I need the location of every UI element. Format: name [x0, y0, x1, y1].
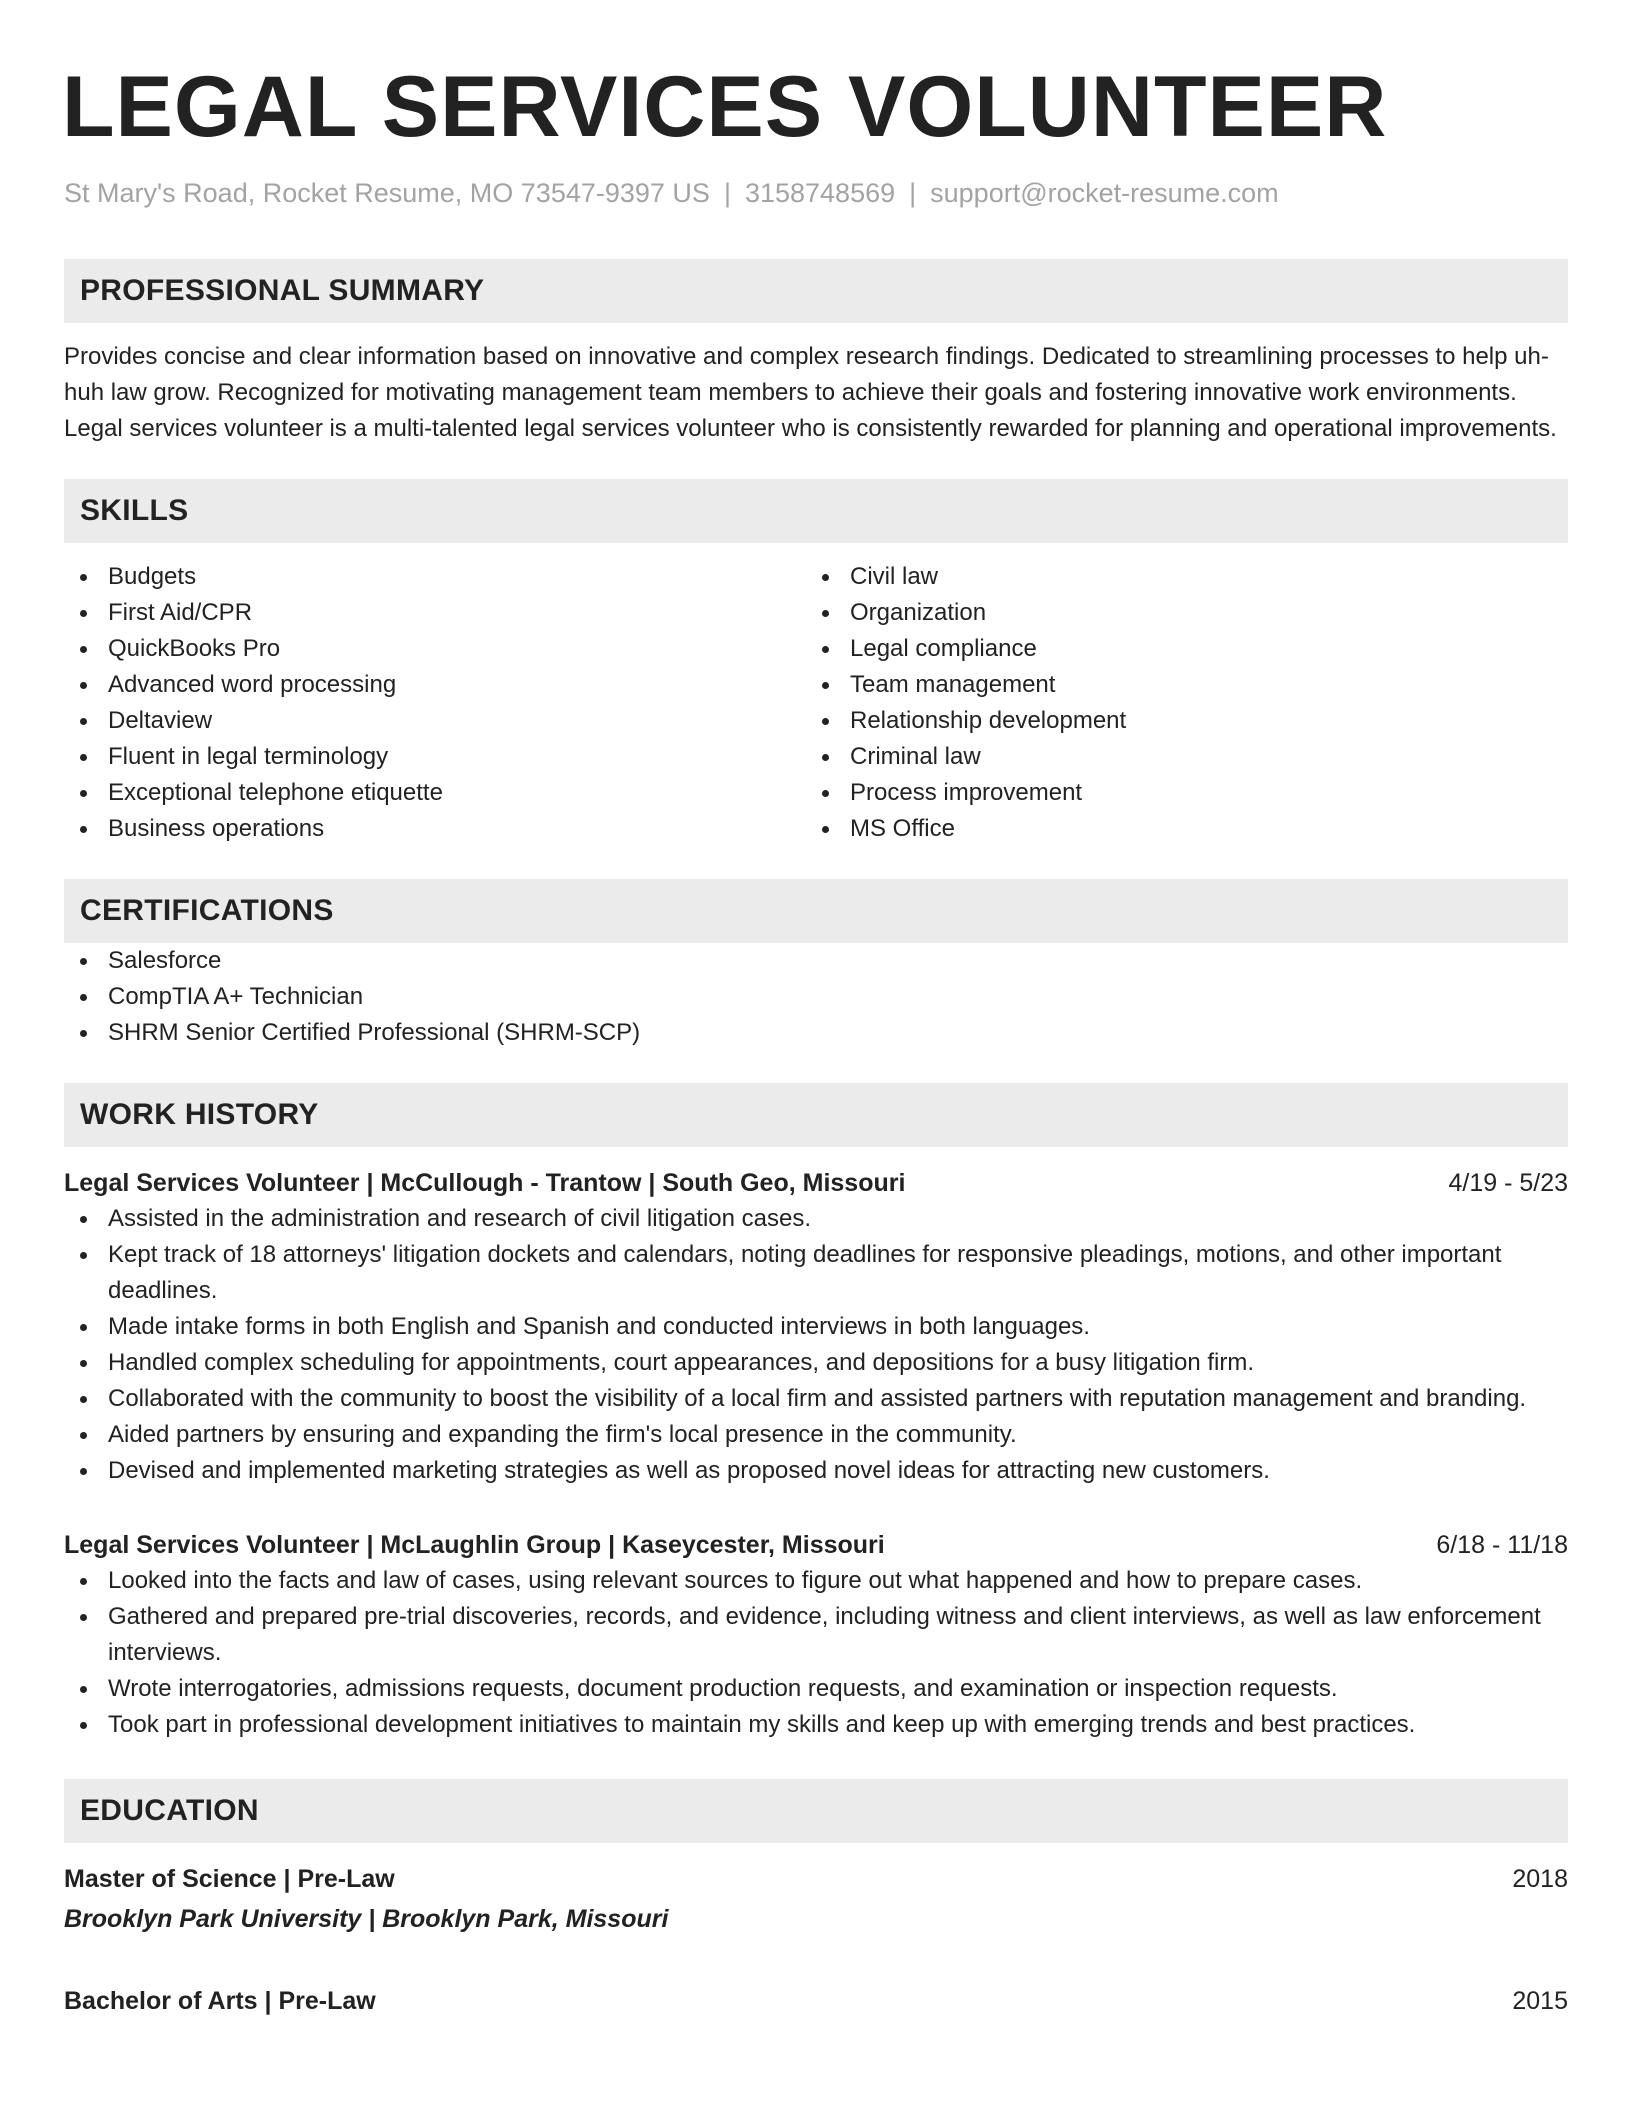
- skill-item: Fluent in legal terminology: [64, 739, 806, 775]
- education-entry: [64, 1983, 1568, 2019]
- job-duty-item: Gathered and prepared pre-trial discoveries, records, and evidence, including witness and client interviews, as well as law enforcement interviews.: [64, 1599, 1568, 1671]
- job-duties-list: [64, 1563, 1568, 1743]
- education-entry: [64, 1861, 1568, 1937]
- section-header-certifications: CERTIFICATIONS: [64, 879, 1568, 943]
- job-duty-item: Kept track of 18 attorneys' litigation dockets and calendars, noting deadlines for responsive pleadings, motions, and other important deadlines.: [64, 1237, 1568, 1309]
- section-header-summary: PROFESSIONAL SUMMARY: [64, 259, 1568, 323]
- section-header-education: EDUCATION: [64, 1779, 1568, 1843]
- skill-item: Team management: [806, 667, 1548, 703]
- job-entry: [64, 1527, 1568, 1743]
- skill-item: Process improvement: [806, 775, 1548, 811]
- skill-item: Budgets: [64, 559, 806, 595]
- education-degree: Bachelor of Arts | Pre-Law: [64, 1987, 376, 2016]
- section-header-work-history: WORK HISTORY: [64, 1083, 1568, 1147]
- job-dates: 6/18 - 11/18: [1436, 1531, 1568, 1560]
- contact-separator: |: [909, 178, 917, 208]
- skill-item: Deltaview: [64, 703, 806, 739]
- certification-item: SHRM Senior Certified Professional (SHRM-SCP): [64, 1015, 1568, 1051]
- section-header-skills: SKILLS: [64, 479, 1568, 543]
- job-duty-item: Made intake forms in both English and Spanish and conducted interviews in both languages.: [64, 1309, 1568, 1345]
- job-duty-item: Devised and implemented marketing strategies as well as proposed novel ideas for attracting new customers.: [64, 1453, 1568, 1489]
- skills-list-right: [806, 559, 1548, 847]
- job-dates: 4/19 - 5/23: [1448, 1169, 1568, 1198]
- education-heading-row: [64, 1861, 1568, 1897]
- certifications-list: [64, 943, 1568, 1051]
- education-year: 2018: [1512, 1865, 1568, 1894]
- job-duty-item: Looked into the facts and law of cases, using relevant sources to figure out what happened and how to prepare cases.: [64, 1563, 1568, 1599]
- skill-item: First Aid/CPR: [64, 595, 806, 631]
- certification-item: CompTIA A+ Technician: [64, 979, 1568, 1015]
- job-duty-item: Wrote interrogatories, admissions requests, document production requests, and examination or inspection requests.: [64, 1671, 1568, 1707]
- skills-columns: [64, 559, 1568, 847]
- skill-item: Advanced word processing: [64, 667, 806, 703]
- job-title: Legal Services Volunteer | McCullough - Trantow | South Geo, Missouri: [64, 1169, 906, 1198]
- job-duties-list: [64, 1201, 1568, 1489]
- skill-item: Organization: [806, 595, 1548, 631]
- summary-text: Provides concise and clear information based on innovative and complex research findings. Dedicated to streamlining processes to help uh-huh law grow. Recognized for motivating management team members to achieve their goals and fostering innovative work environments. Legal services volunteer is a multi-talented legal services volunteer who is consistently rewarded for planning and operational improvements.: [64, 343, 1557, 443]
- education-heading-row: [64, 1983, 1568, 2019]
- job-duty-item: Handled complex scheduling for appointments, court appearances, and depositions for a busy litigation firm.: [64, 1345, 1568, 1381]
- skill-item: Criminal law: [806, 739, 1548, 775]
- skill-item: Legal compliance: [806, 631, 1548, 667]
- job-heading-row: [64, 1527, 1568, 1563]
- contact-email: support@rocket-resume.com: [930, 178, 1279, 208]
- skill-item: Exceptional telephone etiquette: [64, 775, 806, 811]
- contact-phone: 3158748569: [744, 178, 896, 208]
- job-duty-item: Assisted in the administration and research of civil litigation cases.: [64, 1201, 1568, 1237]
- job-duty-item: Took part in professional development initiatives to maintain my skills and keep up with emerging trends and best practices.: [64, 1707, 1568, 1743]
- skill-item: Civil law: [806, 559, 1548, 595]
- job-entry: [64, 1165, 1568, 1489]
- contact-separator: |: [723, 178, 731, 208]
- education-school: Brooklyn Park University | Brooklyn Park, Missouri: [64, 1905, 669, 1934]
- job-heading-row: [64, 1165, 1568, 1201]
- job-duty-item: Collaborated with the community to boost the visibility of a local firm and assisted partners with reputation management and branding.: [64, 1381, 1568, 1417]
- education-degree: Master of Science | Pre-Law: [64, 1865, 395, 1894]
- contact-line: [64, 177, 1568, 209]
- skill-item: Relationship development: [806, 703, 1548, 739]
- job-duty-item: Aided partners by ensuring and expanding the firm's local presence in the community.: [64, 1417, 1568, 1453]
- resume-name: LEGAL SERVICES VOLUNTEER: [62, 59, 1388, 155]
- skills-list-left: [64, 559, 806, 847]
- certification-item: Salesforce: [64, 943, 1568, 979]
- contact-address: St Mary's Road, Rocket Resume, MO 73547-9397 US: [64, 178, 710, 208]
- education-year: 2015: [1512, 1987, 1568, 2016]
- skill-item: MS Office: [806, 811, 1548, 847]
- job-title: Legal Services Volunteer | McLaughlin Group | Kaseycester, Missouri: [64, 1531, 885, 1560]
- skill-item: Business operations: [64, 811, 806, 847]
- skill-item: QuickBooks Pro: [64, 631, 806, 667]
